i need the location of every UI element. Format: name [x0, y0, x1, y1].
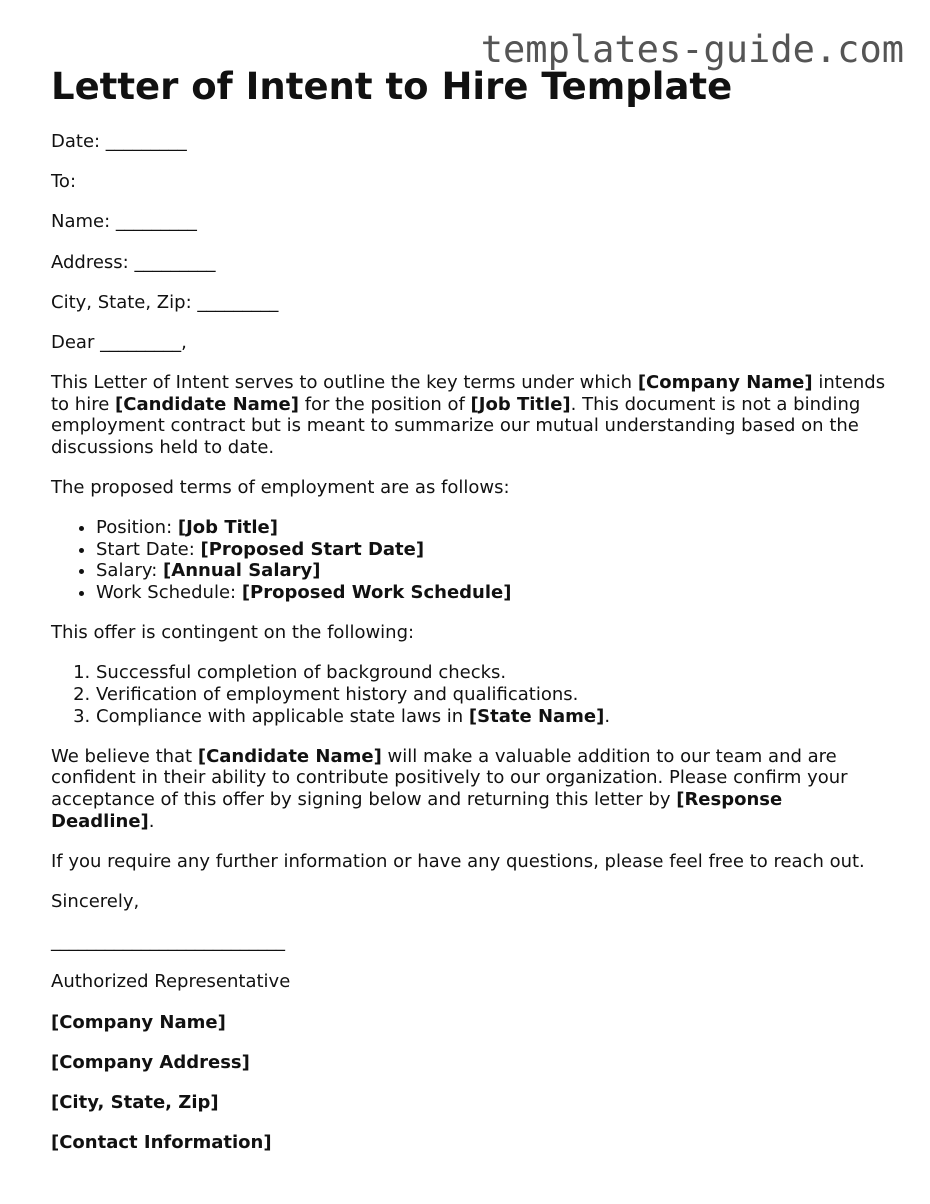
contingent-heading: This offer is contingent on the following: [51, 622, 415, 644]
contact-information-placeholder: [Contact Information] [51, 1132, 272, 1154]
list-item [96, 706, 891, 728]
to-field: To: [51, 171, 77, 193]
term-value: [Annual Salary] [163, 560, 321, 582]
further-info-paragraph: If you require any further information or have any questions, please feel free to reach out. [51, 850, 865, 872]
watermark-text: templates-guide.com [480, 28, 904, 71]
name-field: Name: _________ [51, 211, 197, 233]
closing-text-1: We believe that [51, 745, 198, 767]
conditions-list [51, 662, 891, 727]
intro-text-1: This Letter of Intent serves to outline the key terms under which [51, 372, 638, 394]
city-state-zip-field: City, State, Zip: _________ [51, 291, 279, 313]
intro-text-4: . This document is not a binding employment contract but is meant to summarize our mutual understanding based on the discussions held to date. [51, 393, 861, 458]
page-title: Letter of Intent to Hire Template [51, 65, 733, 108]
job-title-placeholder: [Job Title] [470, 393, 571, 415]
terms-heading: The proposed terms of employment are as follows: [51, 477, 510, 499]
state-name-placeholder: [State Name] [468, 705, 605, 727]
signatory-role: Authorized Representative [51, 971, 291, 993]
term-label: Work Schedule: [96, 582, 242, 604]
signatory-contact [51, 1132, 891, 1154]
term-label: Salary: [96, 560, 164, 582]
condition-end: . [604, 705, 611, 727]
letter-document [51, 64, 891, 1172]
term-value: [Proposed Start Date] [200, 538, 425, 560]
term-value: [Proposed Work Schedule] [241, 582, 512, 604]
list-item [96, 582, 891, 604]
closing-text-2: will make a valuable addition to our team and are confident in their ability to contribute positively to our organization. Please confirm your acceptance of this offer by signing below and returning this letter by [51, 745, 848, 810]
term-value: [Job Title] [177, 517, 278, 539]
date-field: Date: _________ [51, 131, 187, 152]
candidate-name-placeholder: [Candidate Name] [197, 745, 382, 767]
list-item [96, 539, 891, 561]
closing-paragraph [51, 746, 891, 832]
signatory-company [51, 1012, 891, 1034]
company-address-placeholder: [Company Address] [51, 1051, 250, 1073]
intro-paragraph [51, 372, 891, 458]
intro-text-2: intends to hire [51, 372, 886, 415]
candidate-name-placeholder: [Candidate Name] [115, 393, 299, 415]
term-label: Start Date: [96, 538, 201, 560]
salutation: Dear _________, [51, 331, 187, 353]
response-deadline-placeholder: [Response Deadline] [51, 789, 783, 832]
signatory-company-address [51, 1052, 891, 1074]
condition-text: Compliance with applicable state laws in [96, 705, 469, 727]
signatory-city-state-zip [51, 1092, 891, 1114]
list-item: 2. Verification of employment history and qualifications. [96, 684, 891, 706]
company-name-placeholder: [Company Name] [51, 1011, 226, 1033]
closing-text-3: . [148, 810, 155, 832]
list-item: 1. Successful completion of background checks. [96, 662, 891, 684]
list-item [96, 517, 891, 539]
company-name-placeholder: [Company Name] [637, 372, 813, 394]
sign-off: Sincerely, [51, 890, 140, 912]
list-item [96, 560, 891, 582]
term-label: Position: [96, 517, 178, 539]
signature-line: __________________________ [51, 931, 285, 953]
address-field: Address: _________ [51, 251, 216, 273]
city-state-zip-placeholder: [City, State, Zip] [51, 1091, 219, 1113]
terms-list [51, 517, 891, 603]
intro-text-3: for the position of [298, 393, 471, 415]
